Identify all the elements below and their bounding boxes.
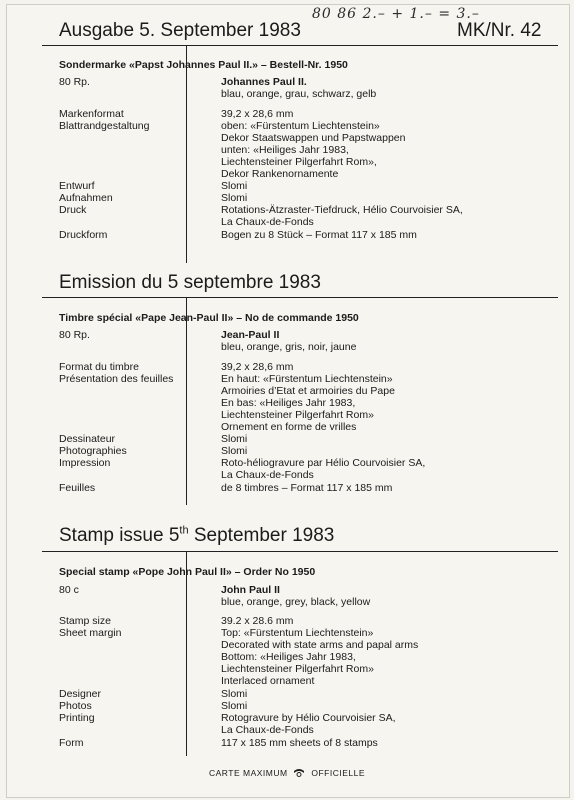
section-subtitle: Sondermarke «Papst Johannes Paul II.» – Bestell-Nr. 1950	[59, 59, 348, 71]
row-value: 39.2 x 28.6 mm	[221, 615, 294, 627]
stamp-colors: blau, orange, grau, schwarz, gelb	[221, 88, 377, 100]
row-value-line: Armoiries d’Etat et armoiries du Pape	[221, 385, 395, 397]
row-label: Présentation des feuilles	[59, 373, 174, 385]
title-part: Stamp issue 5	[59, 525, 180, 546]
row-label: Format du timbre	[59, 361, 139, 373]
row-label: Printing	[59, 712, 95, 724]
row-value: de 8 timbres – Format 117 x 185 mm	[221, 482, 393, 494]
denomination: 80 Rp.	[59, 329, 90, 341]
handwritten-note: 80 86 2.– + 1.– = 3.–	[312, 6, 480, 22]
row-label: Aufnahmen	[59, 192, 113, 204]
divider	[42, 297, 558, 298]
row-label: Dessinateur	[59, 433, 116, 445]
row-value: Slomi	[221, 700, 248, 712]
row-label: Stamp size	[59, 615, 111, 627]
row-value-line: Liechtensteiner Pilgerfahrt Rom»,	[221, 156, 377, 168]
section-title: Emission du 5 septembre 1983	[59, 272, 321, 293]
row-value-line: Decorated with state arms and papal arms	[221, 639, 419, 651]
title-superscript: th	[179, 524, 189, 537]
row-label: Photographies	[59, 445, 127, 457]
footer-left: CARTE MAXIMUM	[208, 768, 288, 778]
column-divider	[186, 551, 187, 756]
row-value: Bogen zu 8 Stück – Format 117 x 185 mm	[221, 229, 417, 241]
title-part: September 1983	[188, 525, 335, 546]
stamp-name: Johannes Paul II.	[221, 76, 307, 88]
denomination: 80 c	[59, 584, 79, 596]
row-label: Entwurf	[59, 180, 95, 192]
row-value: Slomi	[221, 192, 248, 204]
stamp-name: Jean-Paul II	[221, 329, 280, 341]
row-label: Sheet margin	[59, 627, 122, 639]
row-label: Photos	[59, 700, 92, 712]
row-value: 117 x 185 mm sheets of 8 stamps	[221, 737, 378, 749]
section-title: Ausgabe 5. September 1983	[59, 20, 301, 41]
row-value-line: Top: «Fürstentum Liechtenstein»	[221, 627, 374, 639]
row-value-line: Ornement en forme de vrilles	[221, 421, 357, 433]
row-value-line: En bas: «Heiliges Jahr 1983,	[221, 397, 356, 409]
row-value-line: Liechtensteiner Pilgerfahrt Rom»	[221, 663, 374, 675]
column-divider	[186, 297, 187, 505]
row-label: Feuilles	[59, 482, 96, 494]
row-value-line: oben: «Fürstentum Liechtenstein»	[221, 120, 380, 132]
row-value-line: Rotogravure by Hélio Courvoisier SA,	[221, 712, 396, 724]
row-label: Designer	[59, 688, 102, 700]
divider	[42, 551, 558, 552]
row-value-line: Roto-héliogravure par Hélio Courvoisier SA,	[221, 457, 426, 469]
section-subtitle: Special stamp «Pope John Paul II» – Order No 1950	[59, 566, 316, 578]
row-label: Markenformat	[59, 108, 124, 120]
footer	[0, 768, 574, 779]
row-value-line: Rotations-Ätzraster-Tiefdruck, Hélio Courvoisier SA,	[221, 204, 463, 216]
reference-number: MK/Nr. 42	[457, 20, 542, 41]
row-value-line: Dekor Staatswappen und Papstwappen	[221, 132, 406, 144]
posthorn-icon	[293, 768, 305, 779]
denomination: 80 Rp.	[59, 76, 90, 88]
column-divider	[186, 45, 187, 263]
row-label: Druckform	[59, 229, 108, 241]
row-value: 39,2 x 28,6 mm	[221, 108, 294, 120]
footer-right: OFFICIELLE	[311, 768, 365, 778]
row-value-line: Interlaced ornament	[221, 675, 315, 687]
divider	[42, 45, 558, 46]
section-subtitle: Timbre spécial «Pape Jean-Paul II» – No de commande 1950	[59, 312, 359, 324]
row-value: Slomi	[221, 688, 248, 700]
stamp-name: John Paul II	[221, 584, 280, 596]
row-value-line: Liechtensteiner Pilgerfahrt Rom»	[221, 409, 374, 421]
row-value: 39,2 x 28,6 mm	[221, 361, 294, 373]
row-value-line: Dekor Rankenornamente	[221, 168, 339, 180]
row-value-line: La Chaux-de-Fonds	[221, 724, 314, 736]
row-label: Blattrandgestaltung	[59, 120, 150, 132]
section-title	[59, 525, 334, 547]
row-label: Druck	[59, 204, 87, 216]
row-value-line: unten: «Heiliges Jahr 1983,	[221, 144, 349, 156]
stamp-colors: bleu, orange, gris, noir, jaune	[221, 341, 357, 353]
row-value-line: Bottom: «Heiliges Jahr 1983,	[221, 651, 356, 663]
row-label: Form	[59, 737, 84, 749]
row-value: Slomi	[221, 433, 248, 445]
row-value-line: La Chaux-de-Fonds	[221, 216, 314, 228]
row-value: Slomi	[221, 180, 248, 192]
row-value-line: La Chaux-de-Fonds	[221, 469, 314, 481]
stamp-colors: blue, orange, grey, black, yellow	[221, 596, 371, 608]
row-value-line: En haut: «Fürstentum Liechtenstein»	[221, 373, 393, 385]
row-label: Impression	[59, 457, 111, 469]
row-value: Slomi	[221, 445, 248, 457]
